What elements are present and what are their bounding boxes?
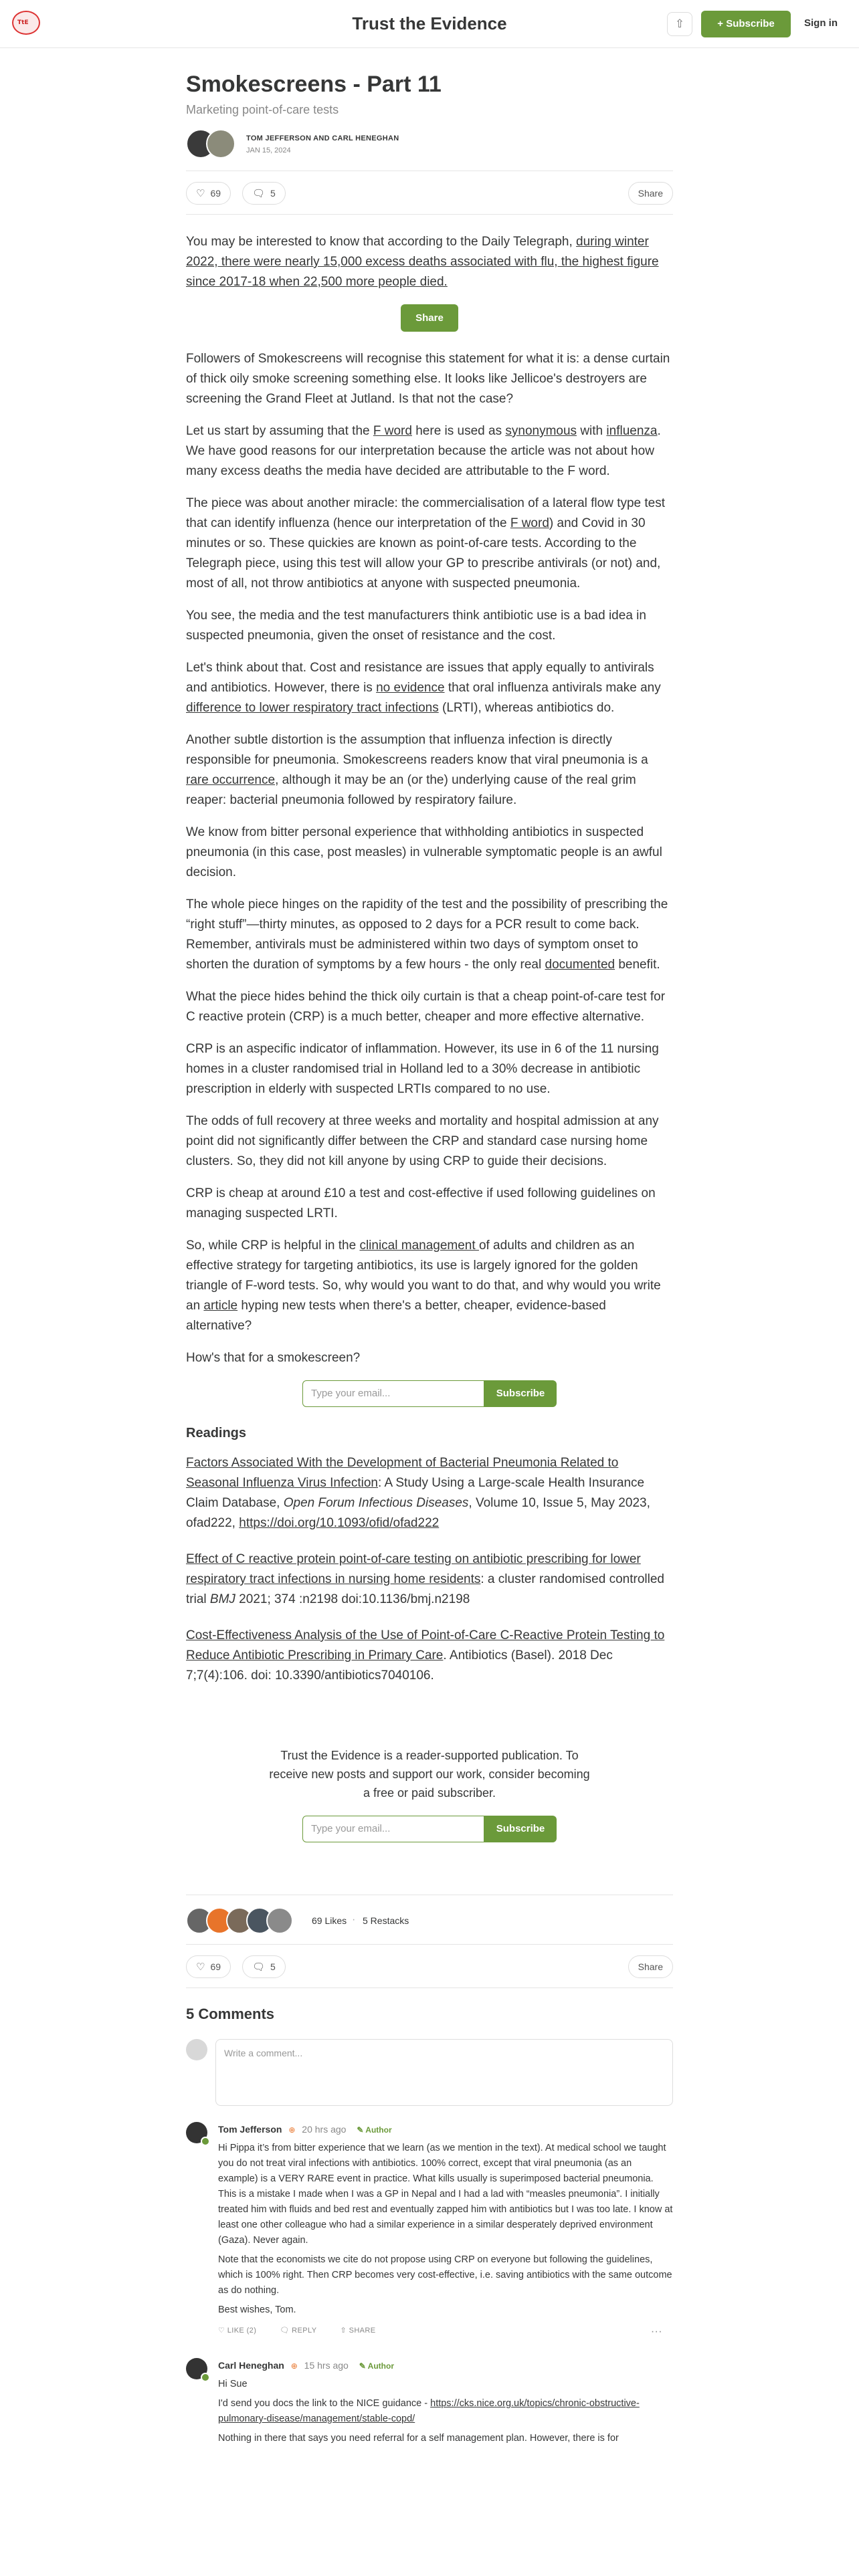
- sign-in-link[interactable]: Sign in: [804, 17, 838, 29]
- comment-text: Nothing in there that says you need referral for a self management plan. However, there is for: [218, 2433, 619, 2444]
- comments-button[interactable]: 🗨 5: [242, 182, 286, 205]
- influenza-link[interactable]: influenza: [606, 424, 658, 438]
- paragraph: We know from bitter personal experience that withholding antibiotics in suspected pneumonia (in this case, post measles) in vulnerable symptomatic people is an awful decision.: [186, 825, 662, 879]
- post-body: [186, 232, 673, 1368]
- avatar-carl-heneghan[interactable]: [206, 129, 235, 158]
- more-options-icon[interactable]: ···: [650, 2326, 662, 2337]
- reading-link-2[interactable]: Effect of C reactive protein point-of-care testing on antibiotic prescribing for lower respiratory tract infections in nursing home residents: [186, 1552, 641, 1586]
- post-subtitle: Marketing point-of-care tests: [186, 103, 339, 116]
- no-evidence-link[interactable]: no evidence: [376, 681, 445, 695]
- email-input[interactable]: Type your email...: [302, 1380, 484, 1407]
- restacks-count[interactable]: 5 Restacks: [363, 1915, 409, 1926]
- comment-time[interactable]: 15 hrs ago: [304, 2360, 349, 2371]
- f-word-link[interactable]: F word: [373, 424, 412, 438]
- author-tag: ✎ Author: [357, 2125, 392, 2135]
- comment: [186, 2122, 673, 2342]
- comment-text: I'd send you docs the link to the NICE guidance - https://cks.nice.org.uk/topics/chronic-obstructive-pulmonary-disease/management/stable-copd/: [218, 2398, 640, 2424]
- paragraph: Let's think about that. Cost and resistance are issues that apply equally to antivirals and antibiotics. However, there is no evidence that oral influenza antivirals make any difference to lower respiratory tract infections (LRTI), whereas antibiotics do.: [186, 661, 661, 715]
- heart-icon: ♡: [196, 1961, 205, 1973]
- share-button-inline[interactable]: Share: [401, 304, 458, 332]
- comment-text: Hi Pippa it’s from bitter experience that we learn (as we mention in the text). At medical school we taught you do not treat viral infections with antibiotics. 100% correct, except that viral pneumonia (as an example) is a VERY RARE event in practice. What kills usually is superimposed bacterial pneumonia. This is a mistake I made when I was a GP in Nepal and I had a lad with “measles pneumonia”. I initially treated him with fluids and bed rest and eventually zapped him with antibiotics but I was too late. I know at least one other colleague who had a similar experience in a similar desperately deprived environment (Gaza). Never again.: [218, 2143, 673, 2246]
- clinical-management-link[interactable]: clinical management: [359, 1239, 479, 1253]
- subscribe-button[interactable]: + Subscribe: [701, 11, 791, 37]
- paragraph: What the piece hides behind the thick oily curtain is that a cheap point-of-care test for C reactive protein (CRP) is a much better, cheaper and more effective alternative.: [186, 990, 666, 1024]
- subscriber-badge-icon: [201, 2137, 210, 2146]
- documented-link[interactable]: documented: [545, 958, 615, 972]
- share-icon[interactable]: ⇧: [667, 12, 692, 36]
- comment-time[interactable]: 20 hrs ago: [302, 2124, 347, 2135]
- comment-composer: [186, 2039, 673, 2106]
- comments-heading: 5 Comments: [186, 2006, 275, 2022]
- comment-input[interactable]: Write a comment...: [215, 2039, 673, 2106]
- nice-guidance-link[interactable]: https://cks.nice.org.uk/topics/chronic-obstructive-pulmonary-disease/management/stable-copd/: [218, 2398, 640, 2424]
- comment-reply-button[interactable]: 🗨 REPLY: [280, 2327, 317, 2335]
- restack-icon: ⊕: [288, 2125, 296, 2135]
- reading-link-1[interactable]: Factors Associated With the Development of Bacterial Pneumonia Related to Seasonal Influenza Virus Infection: [186, 1456, 619, 1490]
- commenter-name[interactable]: Carl Heneghan: [218, 2360, 284, 2371]
- f-word-link-2[interactable]: F word: [510, 516, 549, 530]
- share-button-bottom[interactable]: Share: [628, 1955, 673, 1978]
- commenter-name[interactable]: Tom Jefferson: [218, 2124, 282, 2135]
- comment: [186, 2358, 673, 2446]
- site-title[interactable]: Trust the Evidence: [352, 13, 507, 33]
- paragraph: How's that for a smokescreen?: [186, 1351, 361, 1365]
- paragraph: Another subtle distortion is the assumption that influenza infection is directly responsible for pneumonia. Smokescreens readers know that viral pneumonia is a rare occurrence, although it may be an (or the) underlying cause of the real grim reaper: bacterial pneumonia followed by respiratory failure.: [186, 733, 648, 807]
- subscribe-form-bottom: [186, 1816, 673, 1842]
- like-button-bottom[interactable]: ♡ 69: [186, 1955, 231, 1978]
- reading-item: Cost-Effectiveness Analysis of the Use of Point-of-Care C-Reactive Protein Testing to Reduce Antibiotic Prescribing in Primary Care. Antibiotics (Basel). 2018 Dec 7;7(4):106. doi: 10.3390/antibiotics7040106.: [186, 1628, 665, 1683]
- paragraph: CRP is cheap at around £10 a test and cost-effective if used following guidelines on managing suspected LRTI.: [186, 1186, 656, 1220]
- comments-button-bottom[interactable]: 🗨 5: [242, 1955, 286, 1978]
- paragraph: The piece was about another miracle: the commercialisation of a lateral flow type test that can identify influenza (hence our interpretation of the F word) and Covid in 30 minutes or so. These quickies are known as point-of-care tests. According to the Telegraph piece, using this test will allow your GP to prescribe antivirals (or not) and, most of all, not throw antibiotics at anyone with suspected pneumonia.: [186, 496, 666, 591]
- reading-item: Effect of C reactive protein point-of-care testing on antibiotic prescribing for lower respiratory tract infections in nursing home residents: a cluster randomised controlled trial BMJ 2021; 374 :n2198 doi:10.1136/bmj.n2198: [186, 1552, 664, 1606]
- paragraph: You may be interested to know that according to the Daily Telegraph, during winter 2022, there were nearly 15,000 excess deaths associated with flu, the highest figure since 2017-18 when 22,500 more people died.: [186, 235, 659, 289]
- post-date: JAN 15, 2024: [246, 146, 291, 154]
- paragraph: CRP is an aspecific indicator of inflammation. However, its use in 6 of the 11 nursing homes in a cluster randomised trial in Holland led to a 30% decrease in antibiotic prescription in elderly with suspected LRTIs compared to no use.: [186, 1042, 659, 1096]
- rare-occurrence-link[interactable]: rare occurrence: [186, 773, 276, 787]
- lrti-difference-link[interactable]: difference to lower respiratory tract infections: [186, 701, 439, 715]
- plus-icon: +: [717, 18, 727, 29]
- separator-dot: ·: [352, 1914, 356, 1925]
- comment-share-button[interactable]: ⇧ SHARE: [340, 2327, 376, 2335]
- user-avatar-placeholder: [186, 2039, 207, 2060]
- comment-icon: 🗨: [252, 1961, 266, 1973]
- author-tag: ✎ Author: [359, 2361, 394, 2371]
- post-title: Smokescreens - Part 11: [186, 72, 442, 97]
- post-authors[interactable]: TOM JEFFERSON AND CARL HENEGHAN: [246, 134, 399, 142]
- post-column: [186, 48, 673, 2446]
- logo-text: TtE: [17, 19, 29, 26]
- subscriber-badge-icon: [201, 2373, 210, 2382]
- commenter-avatar[interactable]: [186, 2358, 207, 2379]
- commenter-avatar[interactable]: [186, 2122, 207, 2143]
- subscribe-form-button-bottom[interactable]: Subscribe: [484, 1816, 557, 1842]
- paragraph: So, while CRP is helpful in the clinical management of adults and children as an effective strategy for targeting antibiotics, its use is largely ignored for the golden triangle of F-word tests. So, why would you want to do that, and why would you write an article hyping new tests when there's a better, cheaper, evidence-based alternative?: [186, 1239, 661, 1333]
- article-link[interactable]: article: [203, 1299, 238, 1313]
- reading-item: Factors Associated With the Development of Bacterial Pneumonia Related to Seasonal Influenza Virus Infection: A Study Using a Large-scale Health Insurance Claim Database, Open Forum Infectious Diseases, Volume 10, Issue 5, May 2023, ofad222, https://doi.org/10.1093/ofid/ofad222: [186, 1456, 650, 1530]
- paragraph: You see, the media and the test manufacturers think antibiotic use is a bad idea in suspected pneumonia, given the onset of resistance and the cost.: [186, 609, 646, 643]
- post-action-bar-bottom: [186, 1944, 673, 1988]
- paragraph: The whole piece hinges on the rapidity of the test and the possibility of prescribing the “right stuff”—thirty minutes, as opposed to 2 days for a PCR result to come back. Remember, antivirals must be administered within two days of symptom onset to shorten the duration of symptoms by a few hours - the only real documented benefit.: [186, 897, 668, 972]
- heart-icon: ♡: [196, 187, 205, 199]
- like-button[interactable]: ♡ 69: [186, 182, 231, 205]
- email-input-bottom[interactable]: Type your email...: [302, 1816, 484, 1842]
- comment-actions: [218, 2326, 673, 2342]
- paragraph: The odds of full recovery at three weeks and mortality and hospital admission at any point did not significantly differ between the CRP and standard case nursing home clusters. So, they did not kill anyone by using CRP to guide their decisions.: [186, 1114, 659, 1168]
- subscribe-form-button[interactable]: Subscribe: [484, 1380, 557, 1407]
- comment-icon: 🗨: [252, 187, 266, 199]
- comment-text: Best wishes, Tom.: [218, 2304, 296, 2315]
- comment-text: Note that the economists we cite do not propose using CRP on everyone but following the guidelines, which is 100% right. Then CRP becomes very cost-effective, i.e. saving antibiotics with the same outcome as do nothing.: [218, 2254, 672, 2296]
- subscribe-form: [186, 1380, 673, 1407]
- subscribe-pitch: Trust the Evidence is a reader-supported publication. To receive new posts and support our work, consider becoming a free or paid subscriber.: [269, 1749, 590, 1800]
- comment-text: Hi Sue: [218, 2379, 248, 2389]
- share-button[interactable]: Share: [628, 182, 673, 205]
- paragraph: Let us start by assuming that the F word here is used as synonymous with influenza. We have good reasons for our interpretation because the article was not about how many excess deaths the media have decided are attributable to the F word.: [186, 424, 661, 478]
- likes-row: [186, 1895, 673, 1944]
- readings-heading: Readings: [186, 1426, 247, 1440]
- post-action-bar: [186, 171, 673, 215]
- likes-count[interactable]: 69 Likes: [312, 1915, 347, 1926]
- byline: [186, 129, 673, 167]
- comment-like-button[interactable]: ♡ LIKE (2): [218, 2327, 257, 2335]
- paragraph: Followers of Smokescreens will recognise this statement for what it is: a dense curtain of thick oily smoke screening something else. It looks like Jellicoe's destroyers are screening the Grand Fleet at Jutland. Is that not the case?: [186, 352, 670, 406]
- restack-icon: ⊕: [290, 2361, 298, 2371]
- synonymous-link[interactable]: synonymous: [505, 424, 577, 438]
- top-bar: [0, 0, 859, 48]
- liker-avatar[interactable]: [266, 1907, 293, 1934]
- telegraph-link[interactable]: during winter 2022, there were nearly 15,000 excess deaths associated with flu, the highest figure since 2017-18 when 22,500 more people died.: [186, 235, 659, 289]
- reading-link-3[interactable]: Cost-Effectiveness Analysis of the Use of Point-of-Care C-Reactive Protein Testing to Reduce Antibiotic Prescribing in Primary Care: [186, 1628, 665, 1662]
- readings-section: [186, 1426, 673, 1686]
- reading-doi-link-1[interactable]: https://doi.org/10.1093/ofid/ofad222: [239, 1516, 440, 1530]
